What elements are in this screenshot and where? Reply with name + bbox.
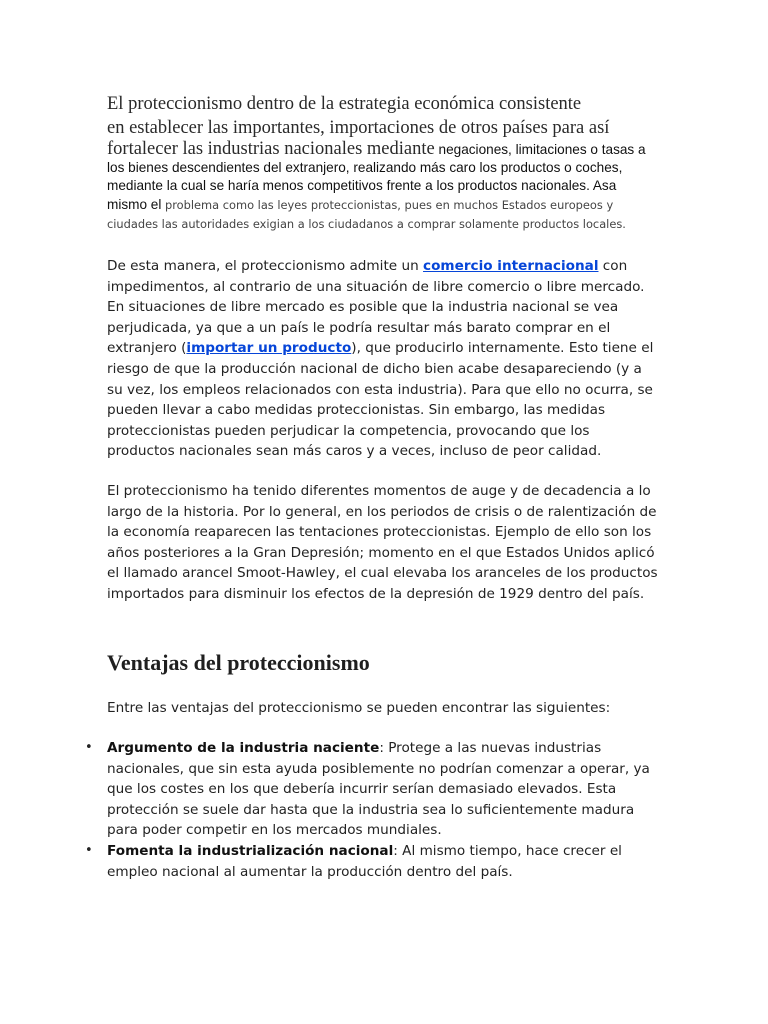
intro-line-5: mediante la cual se haría menos competitivos frente a los productos nacionales. Asa (107, 178, 617, 193)
link-importar-producto[interactable]: importar un producto (186, 340, 352, 357)
paragraph-comercio (107, 256, 659, 462)
intro-line-2: en establecer las importantes, importaciones de otros países para así (107, 118, 610, 138)
list-item-title: Fomenta la industrialización nacional (107, 842, 394, 859)
intro-line-6-small: problema como las leyes proteccionistas, pues en muchos Estados europeos y (161, 198, 614, 212)
list-item-text: : Al mismo tiempo, hace crecer el empleo nacional al aumentar la producción dentro del país. (107, 842, 622, 880)
intro-line-6-sans: mismo el (107, 197, 162, 212)
paragraph-comercio-text-2: con impedimentos, al contrario de una situación de libre comercio o libre mercado. En situaciones de libre mercado es posible que la industria nacional se vea perjudicada, ya que a un país le podría resultar más barato comprar en el extranjero ( (107, 258, 645, 357)
advantages-list (85, 738, 659, 882)
intro-paragraph (107, 92, 667, 234)
intro-line-4: los bienes descendientes del extranjero, realizando más caro los productos o coches, (107, 160, 623, 175)
link-comercio-internacional[interactable]: comercio internacional (423, 258, 599, 274)
intro-line-1: El proteccionismo dentro de la estrategia económica consistente (107, 94, 582, 114)
list-item-text: : Protege a las nuevas industrias nacionales, que sin esta ayuda posiblemente no podrían comenzar a operar, ya que los costes en los que debería incurrir serían demasiado elevados. Esta protección se suele dar hasta que la industria sea lo suficientemente madura para poder competir en los mercados mundiales. (107, 740, 650, 839)
list-item (85, 841, 659, 882)
paragraph-comercio-text-1: De esta manera, el proteccionismo admite un (107, 258, 424, 274)
bullet-icon: • (85, 740, 93, 755)
intro-line-7: ciudades las autoridades exigian a los ciudadanos a comprar solamente productos locales. (107, 217, 626, 231)
paragraph-historia: El proteccionismo ha tenido diferentes momentos de auge y de decadencia a lo largo de la historia. Por lo general, en los periodos de crisis o de ralentización de la economía reaparecen las tentaciones proteccionistas. Ejemplo de ello son los años posteriores a la Gran Depresión; momento en el que Estados Unidos aplicó el llamado arancel Smoot-Hawley, el cual elevaba los aranceles de los productos importados para disminuir los efectos de la depresión de 1929 dentro del país. (107, 483, 658, 602)
list-item-title: Argumento de la industria naciente (107, 740, 380, 756)
section-intro: Entre las ventajas del proteccionismo se pueden encontrar las siguientes: (107, 700, 611, 716)
bullet-icon: • (85, 842, 93, 858)
section-heading: Ventajas del proteccionismo (107, 650, 370, 675)
intro-line-6 (107, 195, 667, 215)
paragraph-comercio-text-3: ), que producirlo internamente. Esto tiene el riesgo de que la producción nacional de dicho bien acabe desapareciendo (y a su vez, los empleos relacionados con esta industria). Para que ello no ocurra, se pueden llevar a cabo medidas proteccionistas. Sin embargo, las medidas proteccionistas pueden perjudicar la competencia, provocando que los productos nacionales sean más caros y a veces, incluso de peor calidad. (107, 340, 654, 460)
intro-line-3-serif: fortalecer las industrias nacionales mediante (107, 139, 435, 159)
list-item (85, 738, 659, 841)
intro-line-3 (107, 140, 667, 159)
intro-line-3-sans: negaciones, limitaciones o tasas a (434, 142, 646, 157)
